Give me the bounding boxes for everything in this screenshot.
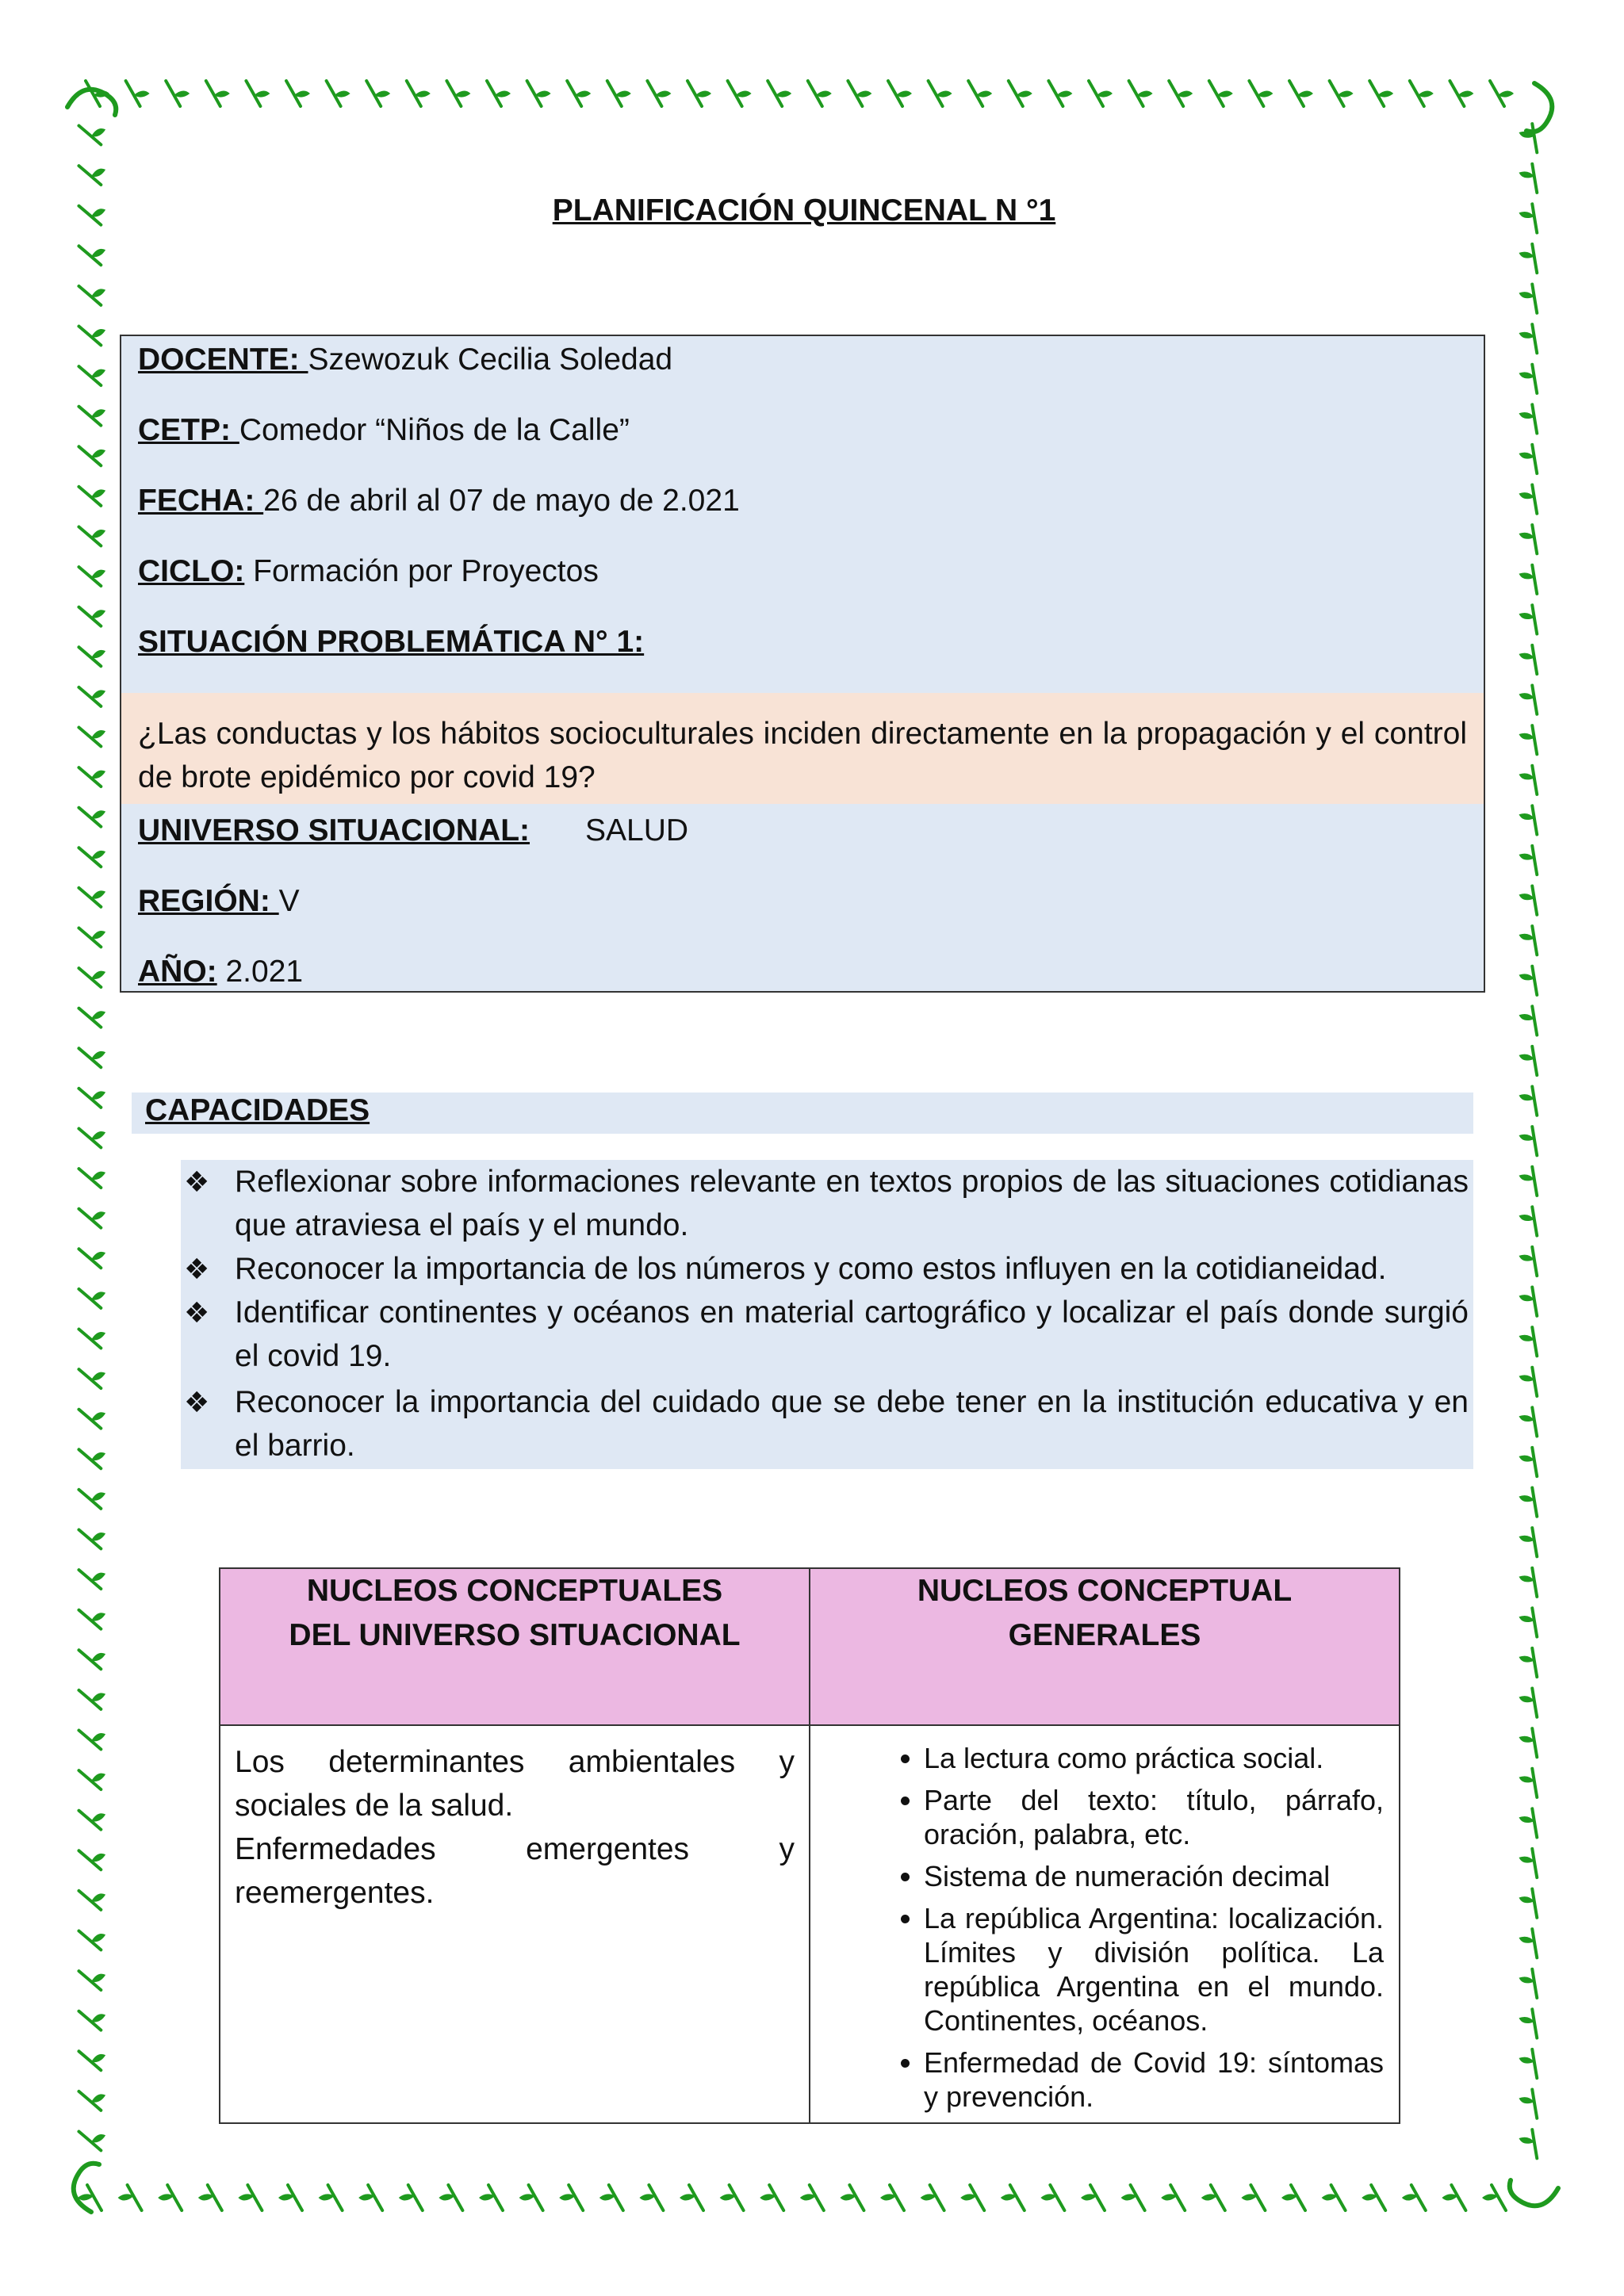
fecha-value: 26 de abril al 07 de mayo de 2.021: [263, 484, 740, 518]
vine-leaf-icon: [79, 960, 109, 992]
vine-leaf-icon: [1515, 963, 1545, 995]
vine-leaf-icon: [1201, 2185, 1225, 2210]
vine-leaf-icon: [79, 880, 109, 912]
vine-leaf-icon: [880, 2185, 904, 2210]
situacion-row: [138, 625, 644, 660]
vine-leaf-icon: [79, 920, 109, 951]
vine-leaf-icon: [79, 639, 109, 671]
region-value: V: [278, 884, 300, 918]
vine-leaf-icon: [1515, 1123, 1545, 1155]
vine-leaf-icon: [79, 760, 109, 791]
vine-leaf-icon: [358, 2185, 382, 2210]
vine-leaf-icon: [79, 1963, 109, 1995]
vine-leaf-icon: [1515, 2126, 1545, 2158]
universo-row: [138, 813, 688, 848]
vine-leaf-icon: [79, 1161, 109, 1192]
vine-leaf-icon: [79, 840, 109, 871]
situacion-problematica-text: ¿Las conductas y los hábitos socioculturales inciden directamente en la propagación y el control de brote epidémico por covid 19?: [121, 693, 1484, 804]
vine-leaf-icon: [1515, 923, 1545, 955]
vine-leaf-icon: [79, 799, 109, 831]
vine-leaf-icon: [720, 2185, 744, 2210]
header-line: GENERALES: [1008, 1618, 1201, 1652]
vine-leaf-icon: [439, 2185, 462, 2210]
vine-leaf-icon: [79, 1521, 109, 1553]
vine-leaf-icon: [166, 81, 190, 106]
vine-leaf-icon: [1515, 1805, 1545, 1837]
vine-leaf-icon: [79, 559, 109, 591]
vine-leaf-icon: [1169, 81, 1193, 106]
vine-leaf-icon: [840, 2185, 864, 2210]
vine-leaf-icon: [1515, 1966, 1545, 1998]
nucleos-universo-cell: [220, 1725, 810, 2123]
vine-leaf-icon: [79, 117, 109, 149]
vine-leaf-icon: [1515, 1926, 1545, 1957]
vine-leaf-icon: [848, 81, 871, 106]
vine-leaf-icon: [768, 81, 791, 106]
vine-leaf-icon: [79, 1722, 109, 1754]
vine-leaf-icon: [79, 2043, 109, 2075]
vine-leaf-icon: [79, 1562, 109, 1594]
vine-leaf-icon: [78, 2185, 102, 2210]
capacidades-list: [181, 1160, 1473, 1469]
vine-leaf-icon: [319, 2185, 343, 2210]
vine-leaf-icon: [79, 1321, 109, 1353]
capacidades-heading: CAPACIDADES: [145, 1093, 370, 1127]
diamond-bullet-icon: ❖: [184, 1386, 210, 1418]
vine-leaf-icon: [79, 1923, 109, 1954]
list-item: • Parte del texto: título, párrafo, oración, palabra, etc.: [924, 1783, 1384, 1851]
vine-leaf-icon: [1515, 602, 1545, 633]
vine-leaf-icon: [1241, 2185, 1265, 2210]
vine-leaf-icon: [1515, 1766, 1545, 1797]
vine-leaf-icon: [1410, 81, 1434, 106]
vine-leaf-icon: [1515, 802, 1545, 834]
header-nucleos-generales: [810, 1568, 1400, 1725]
table-row: [220, 1725, 1400, 2123]
vine-leaf-icon: [79, 2123, 109, 2155]
vine-leaf-icon: [1362, 2185, 1385, 2210]
vine-leaf-icon: [1515, 642, 1545, 674]
vine-leaf-icon: [79, 1482, 109, 1513]
capacidad-text: Reconocer la importancia del cuidado que se debe tener en la institución educativa y en el barrio.: [235, 1385, 1469, 1463]
diamond-bullet-icon: ❖: [184, 1296, 210, 1329]
vine-leaf-icon: [1450, 81, 1473, 106]
vine-leaf-icon: [1515, 2006, 1545, 2038]
vine-leaf-icon: [527, 81, 551, 106]
vine-leaf-icon: [198, 2185, 222, 2210]
ciclo-label: CICLO:: [138, 554, 245, 588]
vine-leaf-icon: [968, 81, 992, 106]
vine-leaf-icon: [929, 81, 952, 106]
vine-leaf-icon: [79, 318, 109, 350]
vine-leaf-icon: [79, 599, 109, 630]
anio-label: AÑO:: [138, 955, 217, 989]
vine-leaf-icon: [206, 81, 230, 106]
vine-leaf-icon: [1442, 2185, 1465, 2210]
nucleos-generales-list: [811, 1741, 1384, 2114]
vine-leaf-icon: [1490, 81, 1514, 106]
header-nucleos-universo: [220, 1568, 810, 1725]
vine-leaf-icon: [559, 2185, 583, 2210]
vine-leaf-icon: [1515, 522, 1545, 553]
vine-leaf-icon: [79, 719, 109, 751]
vine-corner-icon: [74, 2164, 99, 2212]
list-item: • Sistema de numeración decimal: [924, 1859, 1384, 1893]
vine-leaf-icon: [519, 2185, 543, 2210]
vine-leaf-icon: [1515, 843, 1545, 874]
ciclo-value: Formación por Proyectos: [244, 554, 599, 588]
vine-leaf-icon: [1001, 2185, 1025, 2210]
vine-leaf-icon: [238, 2185, 262, 2210]
list-item: • La lectura como práctica social.: [924, 1741, 1384, 1775]
vine-leaf-icon: [1515, 1003, 1545, 1035]
vine-leaf-icon: [1129, 81, 1153, 106]
universo-label: UNIVERSO SITUACIONAL:: [138, 813, 530, 848]
situacion-label: SITUACIÓN PROBLEMÁTICA N° 1:: [138, 625, 645, 659]
header-line: DEL UNIVERSO SITUACIONAL: [289, 1618, 741, 1652]
vine-leaf-icon: [79, 2003, 109, 2034]
cetp-label: CETP:: [138, 413, 239, 447]
vine-leaf-icon: [1089, 81, 1113, 106]
docente-label: DOCENTE:: [138, 342, 308, 377]
vine-leaf-icon: [79, 158, 109, 189]
vine-leaf-icon: [1515, 1846, 1545, 1877]
vine-leaf-icon: [1515, 1885, 1545, 1917]
vine-leaf-icon: [1515, 1364, 1545, 1396]
vine-leaf-icon: [126, 81, 150, 106]
capacidades-heading-bar: [132, 1093, 1473, 1134]
vine-leaf-icon: [1515, 562, 1545, 594]
vine-leaf-icon: [1048, 81, 1072, 106]
vine-leaf-icon: [1515, 722, 1545, 754]
vine-leaf-icon: [79, 1441, 109, 1473]
vine-leaf-icon: [1402, 2185, 1426, 2210]
table-header-row: [220, 1568, 1400, 1725]
vine-leaf-icon: [808, 81, 832, 106]
vine-leaf-icon: [79, 1802, 109, 1834]
anio-row: [138, 955, 303, 989]
vine-leaf-icon: [79, 1200, 109, 1232]
vine-leaf-icon: [1515, 481, 1545, 513]
vine-leaf-icon: [1515, 1043, 1545, 1075]
vine-leaf-icon: [1515, 1445, 1545, 1476]
vine-leaf-icon: [1515, 1164, 1545, 1196]
vine-leaf-icon: [118, 2185, 142, 2210]
vine-leaf-icon: [1330, 81, 1354, 106]
vine-leaf-icon: [1515, 1725, 1545, 1757]
universo-value: SALUD: [585, 813, 689, 848]
vine-leaf-icon: [1515, 1284, 1545, 1315]
vine-leaf-icon: [79, 679, 109, 711]
region-label: REGIÓN:: [138, 884, 279, 918]
nucleos-table: [219, 1567, 1400, 2124]
vine-leaf-icon: [1482, 2185, 1506, 2210]
vine-leaf-icon: [888, 81, 912, 106]
vine-leaf-icon: [487, 81, 511, 106]
fecha-label: FECHA:: [138, 484, 264, 518]
fecha-row: [138, 484, 740, 519]
vine-leaf-icon: [1515, 2086, 1545, 2118]
page-title: PLANIFICACIÓN QUINCENAL N °1: [552, 193, 1056, 228]
vine-leaf-icon: [79, 1642, 109, 1674]
vine-leaf-icon: [1249, 81, 1273, 106]
vine-leaf-icon: [1515, 1324, 1545, 1356]
vine-leaf-icon: [278, 2185, 302, 2210]
vine-leaf-icon: [1515, 1203, 1545, 1235]
vine-leaf-icon: [1289, 81, 1313, 106]
header-line: NUCLEOS CONCEPTUALES: [306, 1574, 723, 1608]
vine-leaf-icon: [79, 278, 109, 310]
capacidad-text: Reflexionar sobre informaciones relevante en textos propios de las situaciones cotidianas que atraviesa el país y el mundo.: [235, 1165, 1469, 1242]
ciclo-row: [138, 554, 599, 589]
vine-corner-icon: [1526, 83, 1552, 132]
vine-leaf-icon: [1081, 2185, 1105, 2210]
region-row: [138, 884, 300, 919]
vine-leaf-icon: [760, 2185, 783, 2210]
vine-leaf-icon: [1515, 1525, 1545, 1556]
vine-leaf-icon: [79, 398, 109, 430]
paragraph: Los determinantes ambientales y sociales de la salud.: [235, 1745, 795, 1823]
cetp-value: Comedor “Niños de la Calle”: [239, 413, 630, 447]
vine-leaf-icon: [79, 1682, 109, 1714]
vine-leaf-icon: [960, 2185, 984, 2210]
vine-corner-icon: [67, 90, 116, 115]
vine-leaf-icon: [86, 81, 109, 106]
vine-leaf-icon: [79, 1040, 109, 1072]
header-line: NUCLEOS CONCEPTUAL: [917, 1574, 1293, 1608]
vine-leaf-icon: [1515, 121, 1545, 152]
vine-leaf-icon: [1515, 1083, 1545, 1115]
vine-leaf-icon: [79, 1361, 109, 1393]
info-box: [120, 335, 1485, 993]
vine-leaf-icon: [680, 2185, 703, 2210]
vine-leaf-icon: [1515, 1605, 1545, 1636]
vine-leaf-icon: [599, 2185, 623, 2210]
vine-leaf-icon: [79, 1883, 109, 1915]
vine-leaf-icon: [1515, 763, 1545, 794]
vine-leaf-icon: [1515, 321, 1545, 353]
vine-leaf-icon: [728, 81, 752, 106]
vine-leaf-icon: [921, 2185, 944, 2210]
vine-leaf-icon: [79, 438, 109, 470]
vine-leaf-icon: [1515, 1685, 1545, 1716]
vine-leaf-icon: [1515, 2046, 1545, 2078]
vine-leaf-icon: [647, 81, 671, 106]
vine-leaf-icon: [800, 2185, 824, 2210]
vine-leaf-icon: [79, 519, 109, 550]
vine-leaf-icon: [1369, 81, 1393, 106]
vine-leaf-icon: [1515, 1645, 1545, 1677]
vine-leaf-icon: [446, 81, 470, 106]
vine-leaf-icon: [1161, 2185, 1185, 2210]
diamond-bullet-icon: ❖: [184, 1165, 210, 1198]
list-item: • Enfermedad de Covid 19: síntomas y prevención.: [924, 2045, 1384, 2114]
vine-leaf-icon: [327, 81, 350, 106]
vine-leaf-icon: [1515, 281, 1545, 312]
vine-leaf-icon: [639, 2185, 663, 2210]
vine-leaf-icon: [1515, 442, 1545, 473]
diamond-bullet-icon: ❖: [184, 1253, 210, 1285]
vine-leaf-icon: [1121, 2185, 1145, 2210]
vine-leaf-icon: [479, 2185, 503, 2210]
vine-leaf-icon: [1009, 81, 1032, 106]
nucleos-generales-cell: [810, 1725, 1400, 2123]
vine-leaf-icon: [1515, 1244, 1545, 1276]
paragraph: Enfermedades emergentes y reemergentes.: [235, 1832, 795, 1910]
vine-leaf-icon: [79, 1120, 109, 1152]
vine-leaf-icon: [1281, 2185, 1305, 2210]
cetp-row: [138, 413, 630, 448]
vine-leaf-icon: [79, 479, 109, 511]
docente-value: Szewozuk Cecilia Soledad: [308, 342, 673, 377]
vine-leaf-icon: [79, 1762, 109, 1794]
vine-leaf-icon: [1515, 362, 1545, 393]
vine-leaf-icon: [79, 358, 109, 390]
vine-leaf-icon: [1322, 2185, 1346, 2210]
vine-leaf-icon: [79, 1401, 109, 1433]
list-item: • La república Argentina: localización. Límites y división política. La república Argentina en el mundo. Continentes, océanos.: [924, 1901, 1384, 2038]
vine-leaf-icon: [79, 1843, 109, 1874]
vine-leaf-icon: [1209, 81, 1233, 106]
vine-leaf-icon: [79, 1281, 109, 1313]
vine-leaf-icon: [1515, 1565, 1545, 1597]
vine-leaf-icon: [567, 81, 591, 106]
vine-leaf-icon: [688, 81, 711, 106]
vine-leaf-icon: [79, 1081, 109, 1112]
capacidad-text: Reconocer la importancia de los números y como estos influyen en la cotidianeidad.: [235, 1252, 1387, 1286]
vine-corner-icon: [1510, 2180, 1558, 2206]
vine-leaf-icon: [79, 238, 109, 270]
vine-leaf-icon: [1515, 1484, 1545, 1516]
vine-leaf-icon: [1515, 241, 1545, 273]
anio-value: 2.021: [216, 955, 304, 989]
docente-row: [138, 342, 672, 377]
vine-leaf-icon: [607, 81, 631, 106]
vine-leaf-icon: [1040, 2185, 1064, 2210]
vine-leaf-icon: [399, 2185, 423, 2210]
vine-leaf-icon: [158, 2185, 182, 2210]
vine-leaf-icon: [79, 1601, 109, 1633]
vine-leaf-icon: [1515, 882, 1545, 914]
vine-leaf-icon: [1515, 682, 1545, 714]
vine-leaf-icon: [366, 81, 390, 106]
vine-leaf-icon: [1515, 1404, 1545, 1436]
vine-leaf-icon: [246, 81, 270, 106]
vine-leaf-icon: [79, 1241, 109, 1272]
capacidad-text: Identificar continentes y océanos en material cartográfico y localizar el país donde surgió el covid 19.: [235, 1295, 1469, 1373]
vine-leaf-icon: [1515, 401, 1545, 433]
vine-leaf-icon: [79, 1000, 109, 1031]
vine-leaf-icon: [286, 81, 310, 106]
vine-leaf-icon: [1515, 161, 1545, 193]
vine-leaf-icon: [79, 2084, 109, 2115]
vine-leaf-icon: [407, 81, 431, 106]
